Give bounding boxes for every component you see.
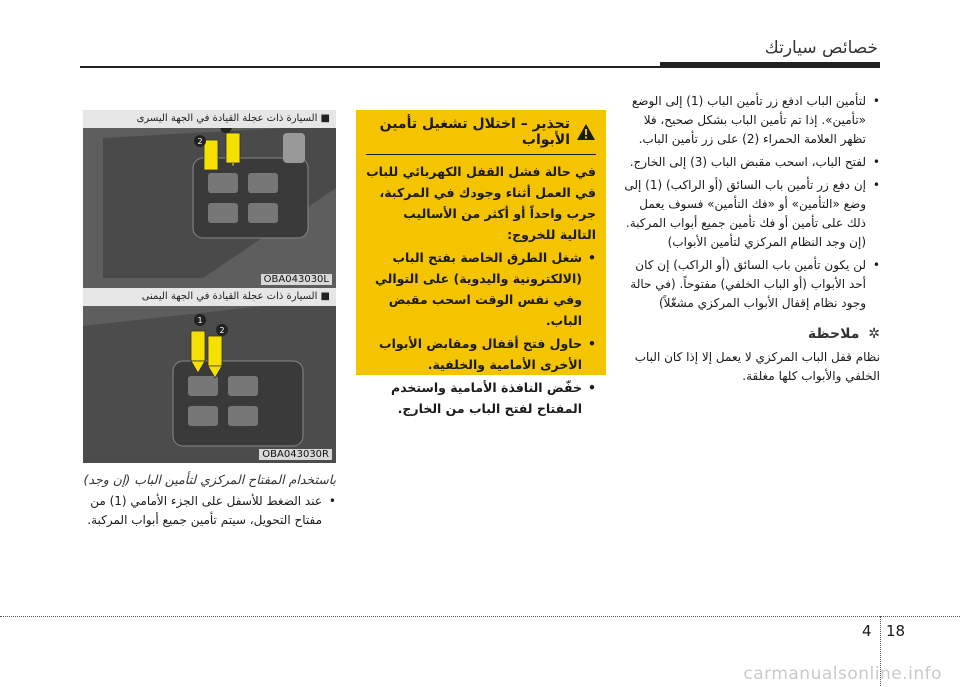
section-title: خصائص سيارتك: [764, 38, 878, 58]
notice-title: ملاحظة: [807, 326, 860, 342]
warning-intro: في حالة فشل القفل الكهربائي للباب في العمل أثناء وجودك في المركبة، جرب واحداً أو أكثر من الأساليب التالية للخروج:: [366, 164, 596, 242]
door-switch-image-rhd: [83, 288, 336, 463]
footer-rule: [0, 616, 960, 617]
image-caption: ■ السيارة ذات عجلة القيادة في الجهة اليسرى: [83, 110, 336, 128]
header-rule-accent: [660, 62, 880, 68]
chapter-number: 4: [862, 622, 872, 640]
left-text: [83, 492, 336, 530]
bullet-item: • لتأمين الباب ادفع زر تأمين الباب (1) إلى الوضع «تأمين». إذا تم تأمين الباب بشكل صحيح، فلا تظهر العلامة الحمراء (2) على زر تأمين الباب.: [618, 92, 880, 149]
right-column: [618, 92, 880, 386]
subsection-caption: باستخدام المفتاح المركزي لتأمين الباب (إن وجد): [83, 472, 336, 487]
image-caption: ■ السيارة ذات عجلة القيادة في الجهة اليمنى: [83, 288, 336, 306]
marker-2: 2: [197, 137, 203, 146]
page-number: 18: [886, 622, 906, 640]
warning-box: [356, 110, 606, 416]
bullet-item: • إن دفع زر تأمين باب السائق (أو الراكب) (1) إلى وضع «التأمين» أو «فك التأمين» فسوف يعمل ذلك على تأمين أو فك تأمين جميع أبواب المركبة. (إن وجد النظام المركزي لتأمين الأبواب): [618, 176, 880, 252]
door-panel-illustration: [83, 128, 336, 288]
bullet-item: • لن يكون تأمين باب السائق (أو الراكب) إن كان أحد الأبواب (أو الباب الخلفي) مفتوحاً. (في حالة وجود نظام إقفال الأبواب المركزي مشغّلاً): [618, 256, 880, 313]
bullet-item: • لفتح الباب، اسحب مقبض الباب (3) إلى الخارج.: [618, 153, 880, 172]
warning-title: تحذير – اختلال تشغيل تأمين الأبواب: [379, 116, 570, 148]
warning-bullet: • خفّض النافذة الأمامية واستخدم المفتاح لفتح الباب من الخارج.: [366, 377, 596, 419]
image-code: OBA043030R: [259, 449, 332, 460]
bullet-item: • عند الضغط للأسفل على الجزء الأمامي (1) من مفتاح التحويل، سيتم تأمين جميع أبواب المركبة.: [83, 492, 336, 530]
notice-text: نظام قفل الباب المركزي لا يعمل إلا إذا كان الباب الخلفي والأبواب كلها مغلقة.: [634, 350, 880, 383]
warning-bullet: • حاول فتح أقفال ومقابض الأبواب الأخرى الأمامية والخلفية.: [366, 333, 596, 375]
warning-triangle-icon: [576, 123, 596, 141]
door-switch-image-lhd: [83, 110, 336, 288]
notice-icon: ✲: [868, 326, 880, 342]
image-code: OBA043030L: [261, 274, 332, 285]
warning-header: [366, 116, 596, 155]
marker-1: 1: [197, 316, 203, 325]
door-panel-illustration: [83, 306, 336, 463]
watermark: carmanualsonline.info: [743, 664, 942, 684]
warning-body: [366, 161, 596, 419]
warning-bullet: • شغل الطرق الخاصة بفتح الباب (الالكترونية واليدوية) على التوالي وفي نفس الوقت اسحب مقبض الباب.: [366, 247, 596, 331]
marker-2: 2: [219, 326, 225, 335]
notice-heading: [618, 325, 880, 344]
